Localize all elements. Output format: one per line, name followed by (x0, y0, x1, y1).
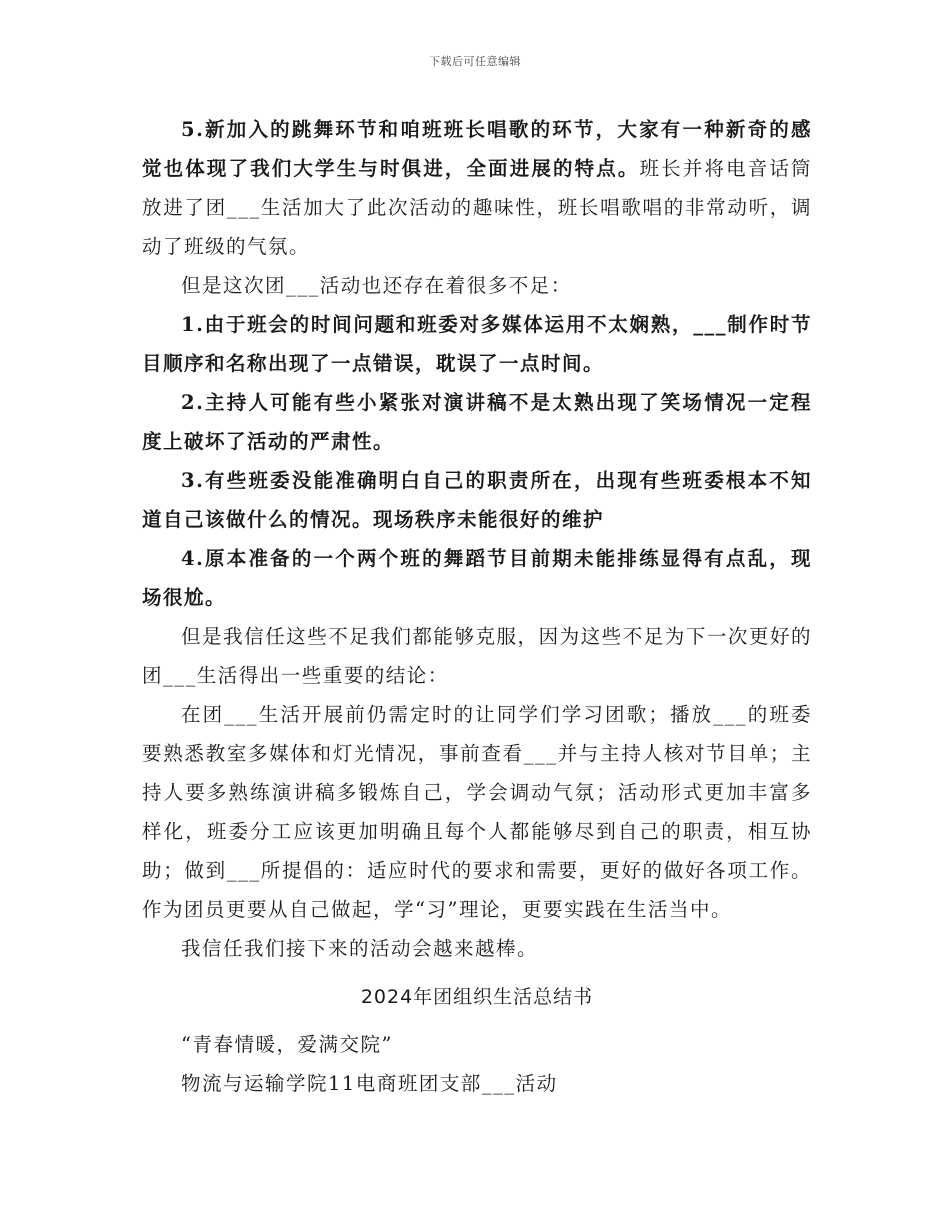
paragraph-item-5 (142, 110, 812, 266)
shortcoming-4: 4.原本准备的一个两个班的舞蹈节目前期未能排练显得有点乱，现场很尬。 (142, 547, 812, 609)
item-5-bold-text: 5.新加入的跳舞环节和咱班班长唱歌的环节，大家有一种新奇的感觉也体现了我们大学生与时俱进，全面进展的特点。 (142, 118, 812, 180)
item-5-plain-text: 班长并将电音话筒放进了团___生活加大了此次活动的趣味性，班长唱歌唱的非常动听，调动了班级的气氛。 (142, 157, 812, 258)
page-header: 下载后可任意编辑 (429, 55, 521, 68)
motto-line: “青春情暖，爱满交院” (181, 1033, 393, 1056)
shortcoming-3: 3.有些班委没能准确明白自己的职责所在，出现有些班委根本不知道自己该做什么的情况。现场秩序未能很好的维护 (142, 469, 812, 531)
lessons-paragraph: 在团___生活开展前仍需定时的让同学们学习团歌；播放___的班委要熟悉教室多媒体和灯光情况，事前查看___并与主持人核对节目单；主持人要多熟练演讲稿多锻炼自己，学会调动气氛；活动形式更加丰富多样化，班委分工应该更加明确且每个人都能够尽到自己的职责，相互协助；做到___所提倡的：适应时代的要求和需要，更好的做好各项工作。作为团员更要从自己做起，学“习”理论，更要实践在生活当中。 (142, 703, 812, 921)
shortcoming-1: 1.由于班会的时间问题和班委对多媒体运用不太娴熟，___制作时节目顺序和名称出现了一点错误，耽误了一点时间。 (142, 313, 812, 375)
confidence-paragraph: 但是我信任这些不足我们都能够克服，因为这些不足为下一次更好的团___生活得出一些重要的结论： (142, 625, 812, 687)
section-title: 2024年团组织生活总结书 (360, 986, 594, 1008)
closing-paragraph: 我信任我们接下来的活动会越来越棒。 (181, 937, 539, 960)
document-body (142, 110, 812, 1103)
shortcoming-2: 2.主持人可能有些小紧张对演讲稿不是太熟出现了笑场情况一定程度上破坏了活动的严肃性。 (142, 391, 812, 453)
organization-line: 物流与运输学院11电商班团支部___活动 (181, 1072, 558, 1095)
shortcomings-intro: 但是这次团___活动也还存在着很多不足： (181, 274, 572, 297)
